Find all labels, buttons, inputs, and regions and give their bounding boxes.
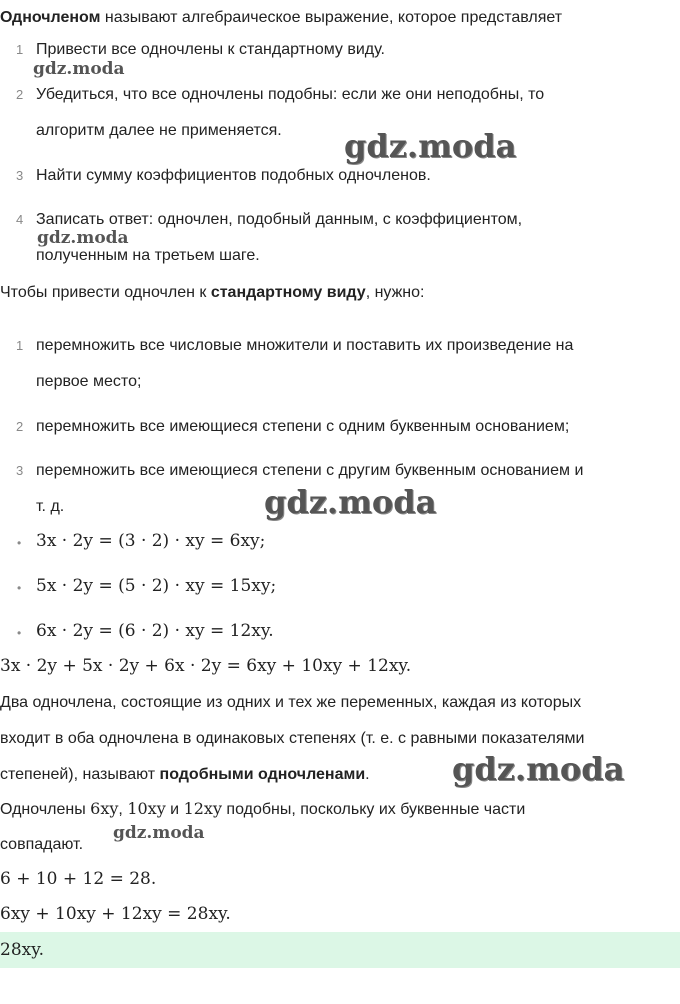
text-fragment: и (165, 801, 184, 818)
watermark: gdz.moda (37, 228, 129, 248)
list-item-continued: алгоритм далее не применяется. (36, 122, 282, 139)
list-item: перемножить все имеющиеся степени с одним буквенным основанием; (36, 418, 570, 435)
text-fragment: . (365, 766, 370, 783)
example-line-continued: совпадают. (0, 836, 84, 853)
list-item: Убедиться, что все одночлены подобны: если же они неподобны, то (36, 86, 545, 103)
bullet-icon: • (17, 626, 22, 640)
text-fragment: подобны, поскольку их буквенные части (221, 801, 526, 818)
list-number: 2 (16, 87, 24, 102)
watermark: gdz.moda (264, 483, 437, 521)
list-number: 1 (16, 338, 24, 353)
list-item: перемножить все числовые множители и поставить их произведение на (36, 337, 574, 354)
text-fragment: степеней), называют (0, 766, 160, 783)
list-number: 3 (16, 463, 24, 478)
list-item: Записать ответ: одночлен, подобный данным, с коэффициентом, (36, 211, 523, 228)
math-inline: 10xy (127, 799, 166, 818)
text-fragment: Одночлены (0, 801, 91, 818)
definition-line (0, 765, 370, 785)
intro-line (0, 8, 562, 28)
standard-form-intro (0, 283, 424, 303)
list-item: перемножить все имеющиеся степени с другим буквенным основанием и (36, 462, 584, 479)
answer-highlight (0, 932, 680, 968)
list-number: 3 (16, 168, 24, 183)
math-equation: 3x · 2y + 5x · 2y + 6x · 2y = 6xy + 10xy + 12xy. (0, 656, 412, 676)
list-item-continued: полученным на третьем шаге. (36, 247, 260, 264)
example-line (0, 799, 525, 820)
text-fragment: , нужно: (365, 284, 425, 301)
intro-text: называют алгебраическое выражение, которое представляет (100, 9, 563, 26)
math-inline: 12xy (183, 799, 222, 818)
watermark: gdz.moda (113, 823, 205, 843)
list-item: Привести все одночлены к стандартному виду. (36, 41, 385, 58)
math-equation: 3x · 2y = (3 · 2) · xy = 6xy; (36, 531, 266, 551)
list-item: Найти сумму коэффициентов подобных одночленов. (36, 167, 431, 184)
term-monomial: Одночленом (0, 9, 101, 26)
list-number: 1 (16, 42, 24, 57)
bullet-icon: • (17, 581, 22, 595)
watermark: gdz.moda (452, 750, 625, 788)
math-equation: 6 + 10 + 12 = 28. (0, 869, 157, 889)
math-equation: 6x · 2y = (6 · 2) · xy = 12xy. (36, 621, 274, 641)
math-inline: 6xy (90, 799, 119, 818)
text-fragment: , (118, 801, 128, 818)
definition-line: входит в оба одночлена в одинаковых степенях (т. е. с равными показателями (0, 730, 585, 747)
list-number: 2 (16, 419, 24, 434)
list-item-continued: первое место; (36, 373, 142, 390)
definition-line: Два одночлена, состоящие из одних и тех же переменных, каждая из которых (0, 694, 582, 711)
term-similar-monomials: подобными одночленами (159, 766, 366, 783)
watermark: gdz.moda (33, 59, 125, 79)
bullet-icon: • (17, 536, 22, 550)
list-item-continued: т. д. (36, 498, 65, 515)
term-standard-form: стандартному виду (210, 284, 366, 301)
answer: 28xy. (0, 940, 44, 960)
watermark: gdz.moda (344, 127, 517, 165)
text-fragment: Чтобы привести одночлен к (0, 284, 211, 301)
math-equation: 5x · 2y = (5 · 2) · xy = 15xy; (36, 576, 277, 596)
math-equation: 6xy + 10xy + 12xy = 28xy. (0, 904, 231, 924)
list-number: 4 (16, 212, 24, 227)
